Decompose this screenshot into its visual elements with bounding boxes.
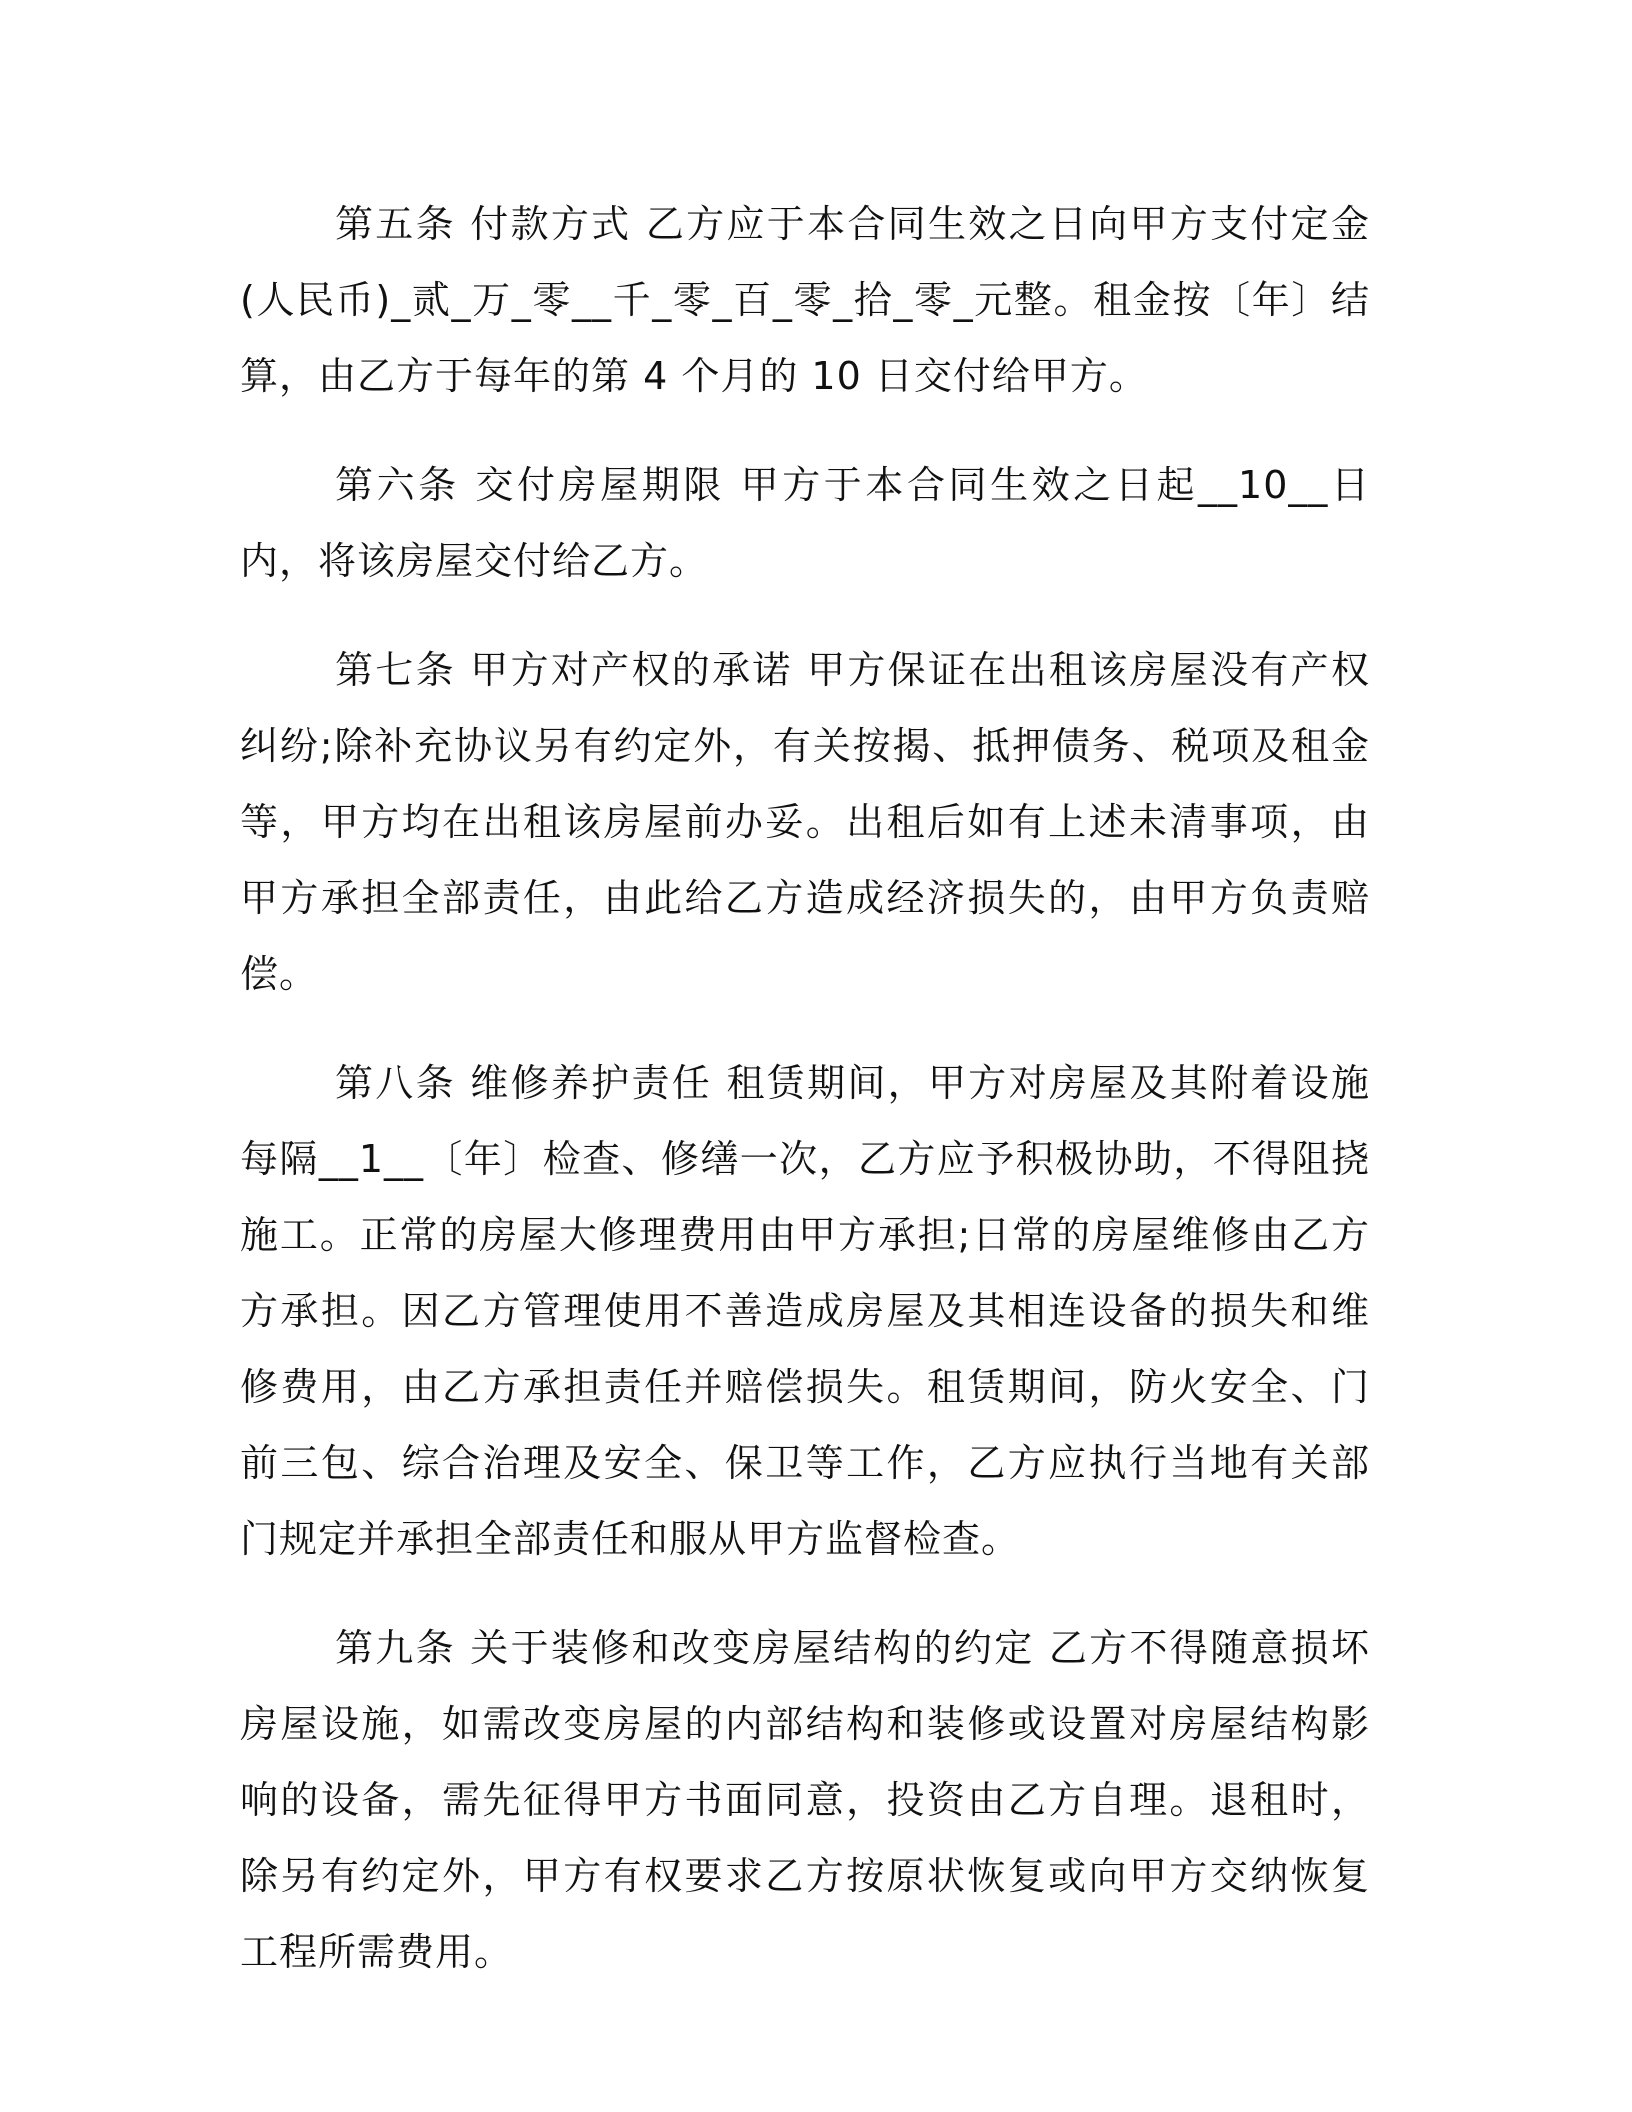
article-5-paragraph: 第五条 付款方式 乙方应于本合同生效之日向甲方支付定金(人民币)_贰_万_零__千_零_百_零_拾_零_元整。租金按〔年〕结算，由乙方于每年的第 4 个月的 10 日交付给甲方。	[240, 202, 1370, 398]
article-9-paragraph: 第九条 关于装修和改变房屋结构的约定 乙方不得随意损坏房屋设施，如需改变房屋的内部结构和装修或设置对房屋结构影响的设备，需先征得甲方书面同意，投资由乙方自理。退租时，除另有约定外，甲方有权要求乙方按原状恢复或向甲方交纳恢复工程所需费用。	[240, 1626, 1370, 1974]
article-7-paragraph: 第七条 甲方对产权的承诺 甲方保证在出租该房屋没有产权纠纷;除补充协议另有约定外，有关按揭、抵押债务、税项及租金等，甲方均在出租该房屋前办妥。出租后如有上述未清事项，由甲方承担全部责任，由此给乙方造成经济损失的，由甲方负责赔偿。	[240, 648, 1370, 996]
document-body	[240, 186, 1370, 2023]
article-6-paragraph: 第六条 交付房屋期限 甲方于本合同生效之日起__10__日内，将该房屋交付给乙方。	[240, 463, 1370, 583]
article-8-paragraph: 第八条 维修养护责任 租赁期间，甲方对房屋及其附着设施每隔__1__〔年〕检查、修缮一次，乙方应予积极协助，不得阻挠施工。正常的房屋大修理费用由甲方承担;日常的房屋维修由乙方方承担。因乙方管理使用不善造成房屋及其相连设备的损失和维修费用，由乙方承担责任并赔偿损失。租赁期间，防火安全、门前三包、综合治理及安全、保卫等工作，乙方应执行当地有关部门规定并承担全部责任和服从甲方监督检查。	[240, 1061, 1370, 1561]
